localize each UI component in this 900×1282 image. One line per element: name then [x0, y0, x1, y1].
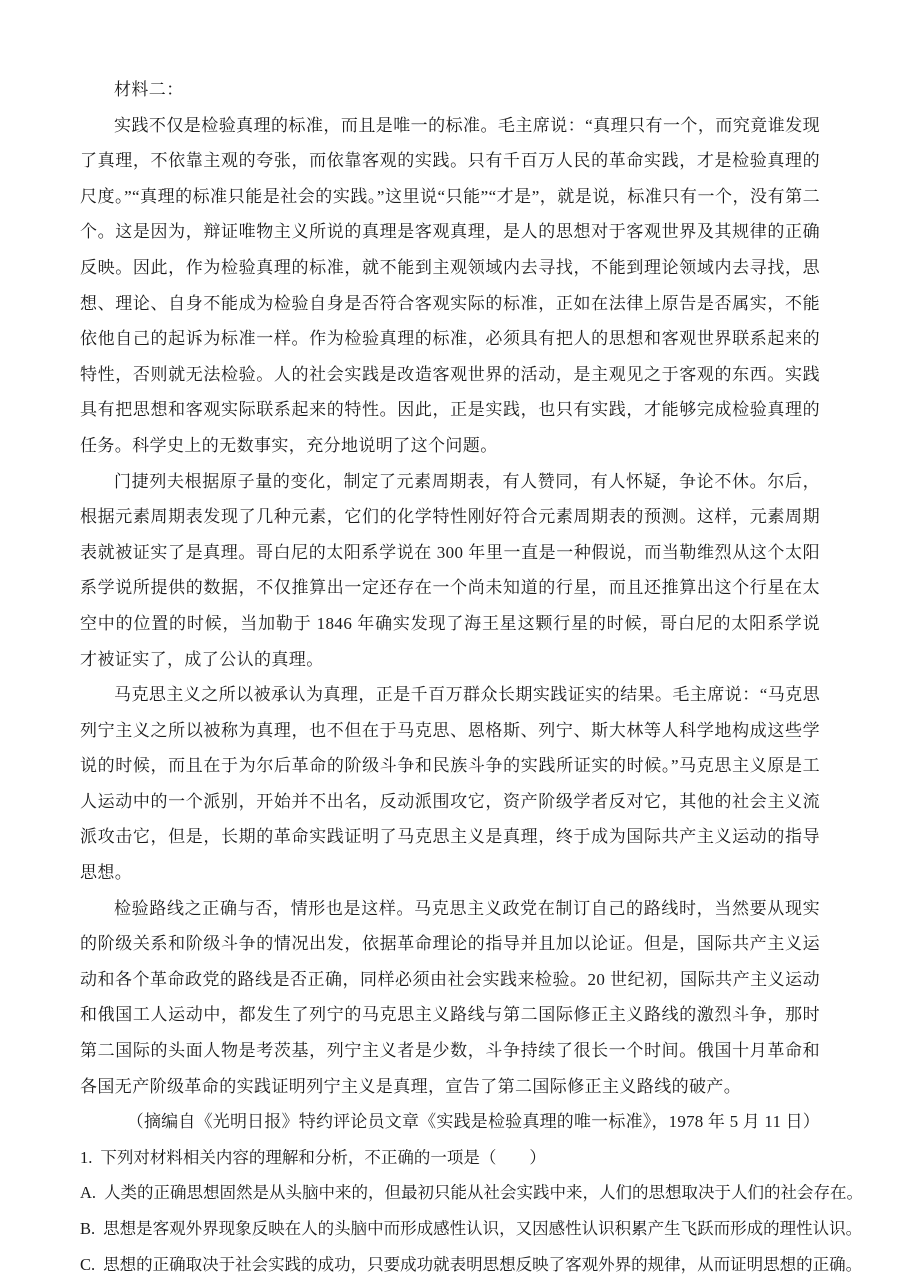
material-paragraph-1: 实践不仅是检验真理的标准，而且是唯一的标准。毛主席说：“真理只有一个，而究竟谁发现了真理，不依靠主观的夸张，而依靠客观的实践。只有千百万人民的革命实践，才是检验真理的尺度。”“真理的标准只能是社会的实践。”这里说“只能”“才是”，就是说，标准只有一个，没有第二个。这是因为，辩证唯物主义所说的真理是客观真理，是人的思想对于客观世界及其规律的正确反映。因此，作为检验真理的标准，就不能到主观领域内去寻找，不能到理论领域内去寻找，思想、理论、自身不能成为检验自身是否符合客观实际的标准，正如在法律上原告是否属实，不能依他自己的起诉为标准一样。作为检验真理的标准，必须具有把人的思想和客观世界联系起来的特性，否则就无法检验。人的社会实践是改造客观世界的活动，是主观见之于客观的东西。实践具有把思想和客观实际联系起来的特性。因此，正是实践，也只有实践，才能够完成检验真理的任务。科学史上的无数事实，充分地说明了这个问题。: [80, 115, 820, 455]
option-a: [80, 1175, 864, 1211]
option-c: [80, 1247, 863, 1282]
option-c-label: C.: [80, 1254, 96, 1274]
source-citation: （摘编自《光明日报》特约评论员文章《实践是检验真理的唯一标准》，1978 年 5 月 11 日）: [126, 1112, 820, 1132]
material-label: 材料二：: [114, 80, 184, 99]
question-stem-text: 下列对材料相关内容的理解和分析，不正确的一项是（ ）: [100, 1147, 546, 1167]
reading-material: [80, 72, 820, 1140]
option-b: [80, 1211, 863, 1247]
question-1: [80, 1140, 864, 1282]
option-a-label: A.: [80, 1183, 97, 1203]
question-number: 1.: [80, 1147, 93, 1167]
option-b-text: 思想是客观外界现象反映在人的头脑中而形成感性认识，又因感性认识积累产生飞跃而形成的理性认识。: [103, 1219, 863, 1238]
option-b-label: B.: [80, 1219, 96, 1238]
material-paragraph-4: 检验路线之正确与否，情形也是这样。马克思主义政党在制订自己的路线时，当然要从现实的阶级关系和阶级斗争的情况出发，依据革命理论的指导并且加以论证。但是，国际共产主义运动和各个革命政党的路线是否正确，同样必须由社会实践来检验。20 世纪初，国际共产主义运动和俄国工人运动中，都发生了列宁的马克思主义路线与第二国际修正主义路线的激烈斗争，那时第二国际的头面人物是考茨基，列宁主义者是少数，斗争持续了很长一个时间。俄国十月革命和各国无产阶级革命的实践证明列宁主义是真理，宣告了第二国际修正主义路线的破产。: [80, 898, 820, 1096]
material-paragraph-2: 门捷列夫根据原子量的变化，制定了元素周期表，有人赞同，有人怀疑，争论不休。尔后，根据元素周期表发现了几种元素，它们的化学特性刚好符合元素周期表的预测。这样，元素周期表就被证实了是真理。哥白尼的太阳系学说在 300 年里一直是一种假说，而当勒维烈从这个太阳系学说所提供的数据，不仅推算出一定还存在一个尚未知道的行星，而且还推算出这个行星在太空中的位置的时候，当加勒于 1846 年确实发现了海王星这颗行星的时候，哥白尼的太阳系学说才被证实了，成了公认的真理。: [80, 471, 820, 669]
question-stem: [80, 1140, 840, 1176]
option-c-text: 思想的正确取决于社会实践的成功，只要成功就表明思想反映了客观外界的规律，从而证明思想的正确。: [103, 1254, 863, 1274]
option-a-text: 人类的正确思想固然是从头脑中来的，但最初只能从社会实践中来，人们的思想取决于人们的社会存在。: [104, 1183, 864, 1203]
material-paragraph-3: 马克思主义之所以被承认为真理，正是千百万群众长期实践证实的结果。毛主席说：“马克思列宁主义之所以被称为真理，也不但在于马克思、恩格斯、列宁、斯大林等人科学地构成这些学说的时候，而且在于为尔后革命的阶级斗争和民族斗争的实践所证实的时候。”马克思主义原是工人运动中的一个派别，开始并不出名，反动派围攻它，资产阶级学者反对它，其他的社会主义流派攻击它，但是，长期的革命实践证明了马克思主义是真理，终于成为国际共产主义运动的指导思想。: [80, 685, 820, 883]
